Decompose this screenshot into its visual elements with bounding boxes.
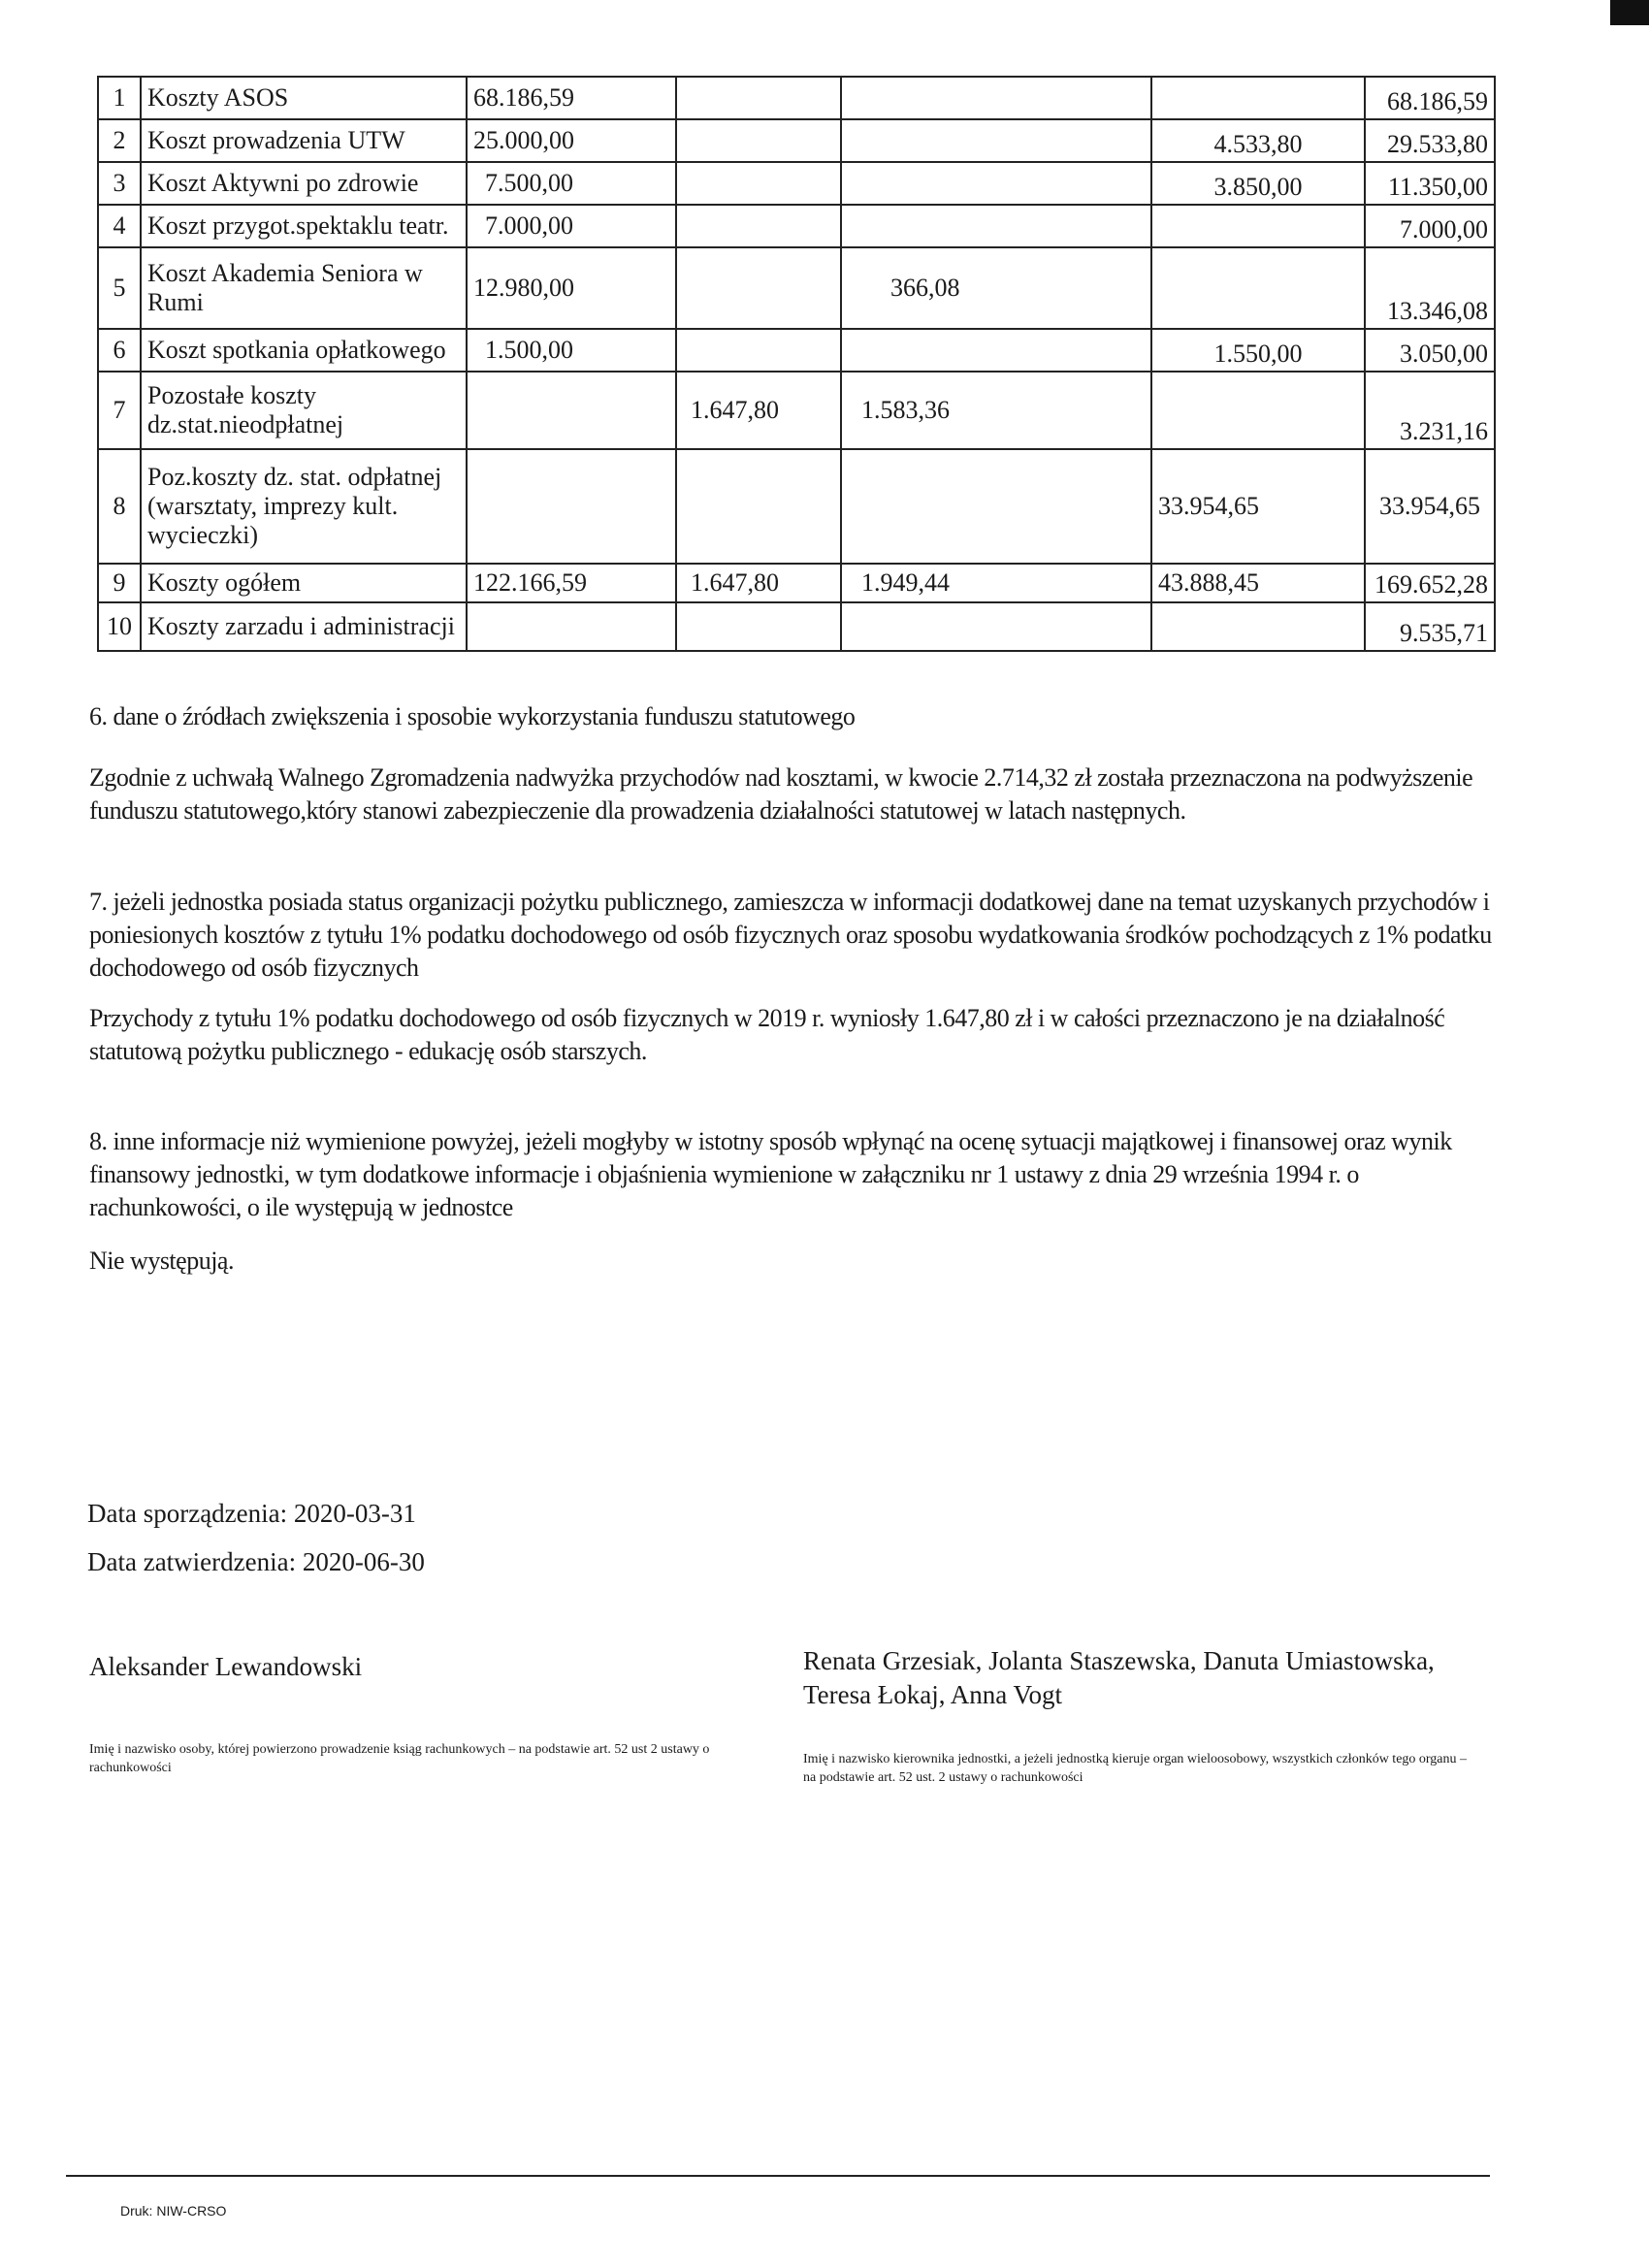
- cell-col1: 122.166,59: [467, 564, 676, 602]
- cell-total: 11.350,00: [1365, 162, 1495, 205]
- table-row: [98, 77, 1495, 119]
- cell-col3: [841, 77, 1151, 119]
- table-row: [98, 162, 1495, 205]
- row-label: Pozostałe koszty dz.stat.nieodpłatnej: [141, 372, 467, 449]
- cell-col1: 68.186,59: [467, 77, 676, 119]
- cell-total: 33.954,65: [1365, 449, 1495, 564]
- cell-col3: 366,08: [841, 247, 1151, 329]
- table-row: [98, 449, 1495, 564]
- row-number: 2: [98, 119, 141, 162]
- section-8-title: 8. inne informacje niż wymienione powyżej, jeżeli mogłyby w istotny sposób wpłynąć na ocenę sytuacji majątkowej i finansowej oraz wynik finansowy jednostki, w tym dodatkowe informacje i objaśnienia wymienione w załączniku nr 1 ustawy z dnia 29 września 1994 r. o rachunkowości, o ile występują w jednostce: [89, 1127, 1452, 1221]
- row-label: Koszty zarzadu i administracji: [141, 602, 467, 651]
- row-number: 3: [98, 162, 141, 205]
- section-6-body: Zgodnie z uchwałą Walnego Zgromadzenia nadwyżka przychodów nad kosztami, w kwocie 2.714,32 zł została przeznaczona na podwyższenie funduszu statutowego,który stanowi zabezpieczenie dla prowadzenia działalności statutowej w latach następnych.: [89, 763, 1473, 825]
- cell-total: 29.533,80: [1365, 119, 1495, 162]
- cell-col1: [467, 372, 676, 449]
- accountant-note: Imię i nazwisko osoby, której powierzono prowadzenie ksiąg rachunkowych – na podstawie art. 52 ust 2 ustawy o rachunkowości: [89, 1742, 710, 1775]
- row-label: Koszt przygot.spektaklu teatr.: [141, 205, 467, 247]
- cell-col4: 1.550,00: [1151, 329, 1365, 372]
- cell-col2: [676, 205, 841, 247]
- cell-col3: 1.583,36: [841, 372, 1151, 449]
- row-label: Koszt Aktywni po zdrowie: [141, 162, 467, 205]
- board-note: Imię i nazwisko kierownika jednostki, a jeżeli jednostką kieruje organ wieloosobowy, wszystkich członków tego organu – na podstawie art. 52 ust. 2 ustawy o rachunkowości: [803, 1752, 1468, 1785]
- row-number: 5: [98, 247, 141, 329]
- table-row: [98, 247, 1495, 329]
- footer-divider: [66, 2175, 1490, 2177]
- date-approved: Data zatwierdzenia: 2020-06-30: [87, 1547, 425, 1576]
- cell-col3: [841, 119, 1151, 162]
- cell-col4: 33.954,65: [1151, 449, 1365, 564]
- cell-col3: [841, 205, 1151, 247]
- row-number: 9: [98, 564, 141, 602]
- print-label: Druk: NIW-CRSO: [120, 2203, 227, 2219]
- cell-col2: 1.647,80: [676, 372, 841, 449]
- row-label: Koszt spotkania opłatkowego: [141, 329, 467, 372]
- cell-col1: 12.980,00: [467, 247, 676, 329]
- cell-col4: 4.533,80: [1151, 119, 1365, 162]
- cell-col2: [676, 602, 841, 651]
- cell-col2: 1.647,80: [676, 564, 841, 602]
- cell-col1: 25.000,00: [467, 119, 676, 162]
- cell-total: 9.535,71: [1365, 602, 1495, 651]
- cell-col2: [676, 329, 841, 372]
- cell-col4: 3.850,00: [1151, 162, 1365, 205]
- cell-col4: [1151, 247, 1365, 329]
- cell-col3: 1.949,44: [841, 564, 1151, 602]
- cell-col2: [676, 247, 841, 329]
- row-label: Koszt Akademia Seniora w Rumi: [141, 247, 467, 329]
- table-row: [98, 329, 1495, 372]
- cell-col2: [676, 119, 841, 162]
- date-prepared: Data sporządzenia: 2020-03-31: [87, 1499, 416, 1528]
- cell-col3: [841, 449, 1151, 564]
- cell-col4: [1151, 77, 1365, 119]
- row-number: 4: [98, 205, 141, 247]
- row-number: 10: [98, 602, 141, 651]
- table-row: [98, 564, 1495, 602]
- cell-col4: 43.888,45: [1151, 564, 1365, 602]
- section-6-title: 6. dane o źródłach zwiększenia i sposobie wykorzystania funduszu statutowego: [89, 702, 856, 730]
- costs-table-container: [97, 76, 1494, 652]
- table-row: [98, 119, 1495, 162]
- section-8-body: Nie występują.: [89, 1247, 234, 1275]
- row-label: Koszty ASOS: [141, 77, 467, 119]
- cell-col3: [841, 602, 1151, 651]
- cell-col1: 7.500,00: [467, 162, 676, 205]
- table-row: [98, 602, 1495, 651]
- row-number: 8: [98, 449, 141, 564]
- cell-col2: [676, 77, 841, 119]
- cell-col3: [841, 162, 1151, 205]
- cell-total: 13.346,08: [1365, 247, 1495, 329]
- cell-col2: [676, 449, 841, 564]
- table-row: [98, 372, 1495, 449]
- row-label: Koszt prowadzenia UTW: [141, 119, 467, 162]
- row-label: Poz.koszty dz. stat. odpłatnej (warsztaty, imprezy kult. wycieczki): [141, 449, 467, 564]
- cell-col1: 7.000,00: [467, 205, 676, 247]
- section-7-body: Przychody z tytułu 1% podatku dochodowego od osób fizycznych w 2019 r. wyniosły 1.647,80 zł i w całości przeznaczono je na działalność statutową pożytku publicznego - edukację osób starszych.: [89, 1004, 1445, 1065]
- section-7-title: 7. jeżeli jednostka posiada status organizacji pożytku publicznego, zamieszcza w informacji dodatkowej dane na temat uzyskanych przychodów i poniesionych kosztów z tytułu 1% podatku dochodowego od osób fizycznych oraz sposobu wydatkowania środków pochodzących z 1% podatku dochodowego od osób fizycznych: [89, 888, 1492, 982]
- cell-col1: [467, 602, 676, 651]
- cell-total: 169.652,28: [1365, 564, 1495, 602]
- accountant-name: Aleksander Lewandowski: [89, 1652, 363, 1681]
- cell-total: 7.000,00: [1365, 205, 1495, 247]
- cell-col4: [1151, 602, 1365, 651]
- cell-col4: [1151, 205, 1365, 247]
- cell-total: 3.050,00: [1365, 329, 1495, 372]
- cell-col1: [467, 449, 676, 564]
- row-number: 7: [98, 372, 141, 449]
- row-label: Koszty ogółem: [141, 564, 467, 602]
- cell-col1: 1.500,00: [467, 329, 676, 372]
- cell-col2: [676, 162, 841, 205]
- costs-table: [97, 76, 1496, 652]
- cell-total: 68.186,59: [1365, 77, 1495, 119]
- row-number: 1: [98, 77, 141, 119]
- cell-col3: [841, 329, 1151, 372]
- table-row: [98, 205, 1495, 247]
- scan-corner-mark: [1610, 0, 1649, 25]
- row-number: 6: [98, 329, 141, 372]
- cell-col4: [1151, 372, 1365, 449]
- cell-total: 3.231,16: [1365, 372, 1495, 449]
- board-members-names: Renata Grzesiak, Jolanta Staszewska, Danuta Umiastowska, Teresa Łokaj, Anna Vogt: [803, 1646, 1435, 1709]
